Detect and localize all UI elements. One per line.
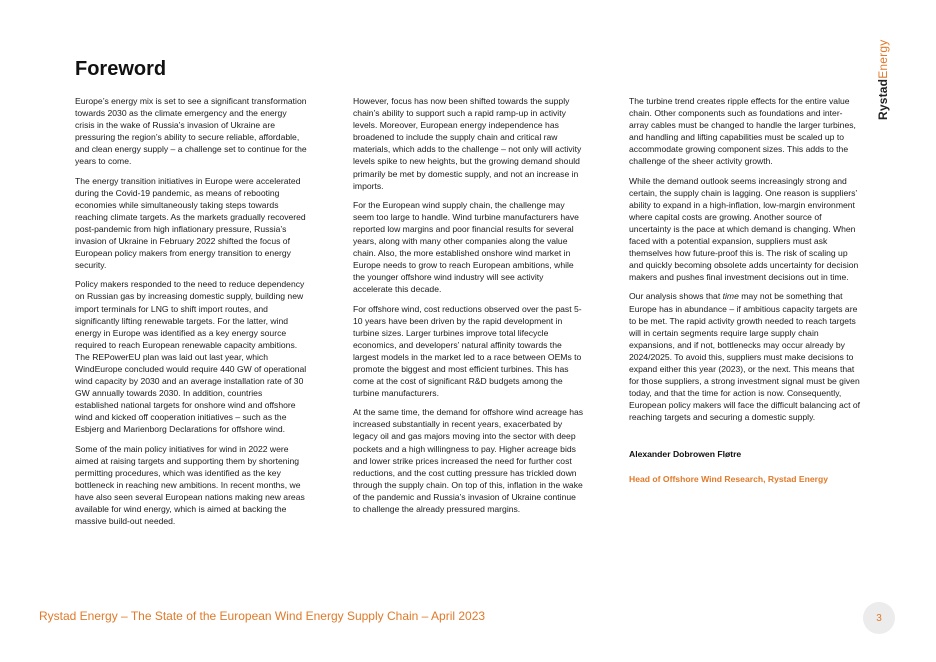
paragraph: At the same time, the demand for offshore wind acreage has increased substantially in recent years, exacerbated by legacy oil and gas majors moving into the sector with deep pockets and a high willingness to pay. Higher acreage bids and lower strike prices increased the need for further cost reductions, and the cost cutting pressure has trickled down through the supply chain. On top of this, inflation in the wake of the pandemic and Russia’s invasion of Ukraine continue to challenge the already pressured margins. (353, 407, 584, 514)
logo-energy: Energy (876, 39, 890, 79)
page-number: 3 (863, 602, 895, 634)
text-column-2 (353, 95, 585, 522)
logo-rystad: Rystad (876, 78, 890, 120)
footer-text: Rystad Energy – The State of the European Wind Energy Supply Chain – April 2023 (39, 609, 486, 623)
analysis-paragraph (629, 290, 861, 423)
paragraph: Policy makers responded to the need to reduce dependency on Russian gas by increasing domestic supply, building new import terminals for LNG to shift import routes, and significantly lifting renewable targets. For the latter, wind energy in Europe was identified as a key energy source required to reach European renewable capacity ambitions. The REPowerEU plan was laid out last year, which WindEurope concluded would require 440 GW of operational wind capacity by 2030 and an average installation rate of 30 GW annually towards 2030. In addition, countries established national targets for onshore wind and offshore wind and kicked off cooperation initiatives – such as the Esbjerg and Marienborg Declarations for offshore wind. (75, 279, 307, 435)
text-column-3 (629, 95, 861, 492)
author-title: Head of Offshore Wind Research, Rystad Energy (629, 473, 829, 484)
paragraph: The turbine trend creates ripple effects for the entire value chain. Other components such as foundations and inter-array cables must be changed to handle the larger turbines, and handling and lifting capabilities must be scaled up to accommodate growing component sizes. This adds to the challenge of the sheer activity growth. (629, 96, 856, 167)
paragraph: For offshore wind, cost reductions observed over the past 5-10 years have been driven by the rapid development in turbine sizes. Larger turbines improve total lifecycle economics, and developers’ natural affinity towards the largest models in the market led to a race between OEMs to promote the biggest and most efficient turbines. This has come at the cost of significant R&D budgets among the turbine manufacturers. (353, 303, 582, 399)
paragraph: While the demand outlook seems increasingly strong and certain, the supply chain is lagging. One reason is suppliers’ ability to expand in a high-inflation, low-margin environment where capital costs are growing. Another source of uncertainty is the pace at which demand is changing. When faced with a potential expansion, suppliers must ask themselves how future-proof this is. The risk of scaling up and quickly becoming obsolete adds uncertainty for decision makers and pushes final investment decisions out in time. (629, 175, 859, 283)
analysis-italic-word: time (722, 291, 739, 302)
paragraph: Some of the main policy initiatives for wind in 2022 were aimed at raising targets and supporting them by shortening permitting procedures, which was identified as the key bottleneck in reaching new ambitions. In recent months, we have also seen several European nations making new areas available for wind energy, which is aimed at backing the massive build-out needed. (75, 443, 305, 527)
text-column-1 (75, 95, 307, 534)
paragraph: For the European wind supply chain, the challenge may seem too large to handle. Wind turbine manufacturers have reported low margins and poor financial results for several years, along with many other companies along the value chain. Also, the more established onshore wind market in Europe needs to grow to reach European ambitions, while the younger offshore wind industry will see activity accelerate this decade. (353, 199, 579, 295)
analysis-text-end: may not be something that Europe has in abundance – if ambitious capacity targets are to be met. The rapid activity growth needed to reach targets will in certain segments require large supply chain expansions, and if not, bottlenecks may occur already by 2024/2025. To avoid this, suppliers must make decisions to expand either this year (2023), or the next. This means that for those suppliers, a strong investment signal must be given today, and that the time for action is now. Consequently, European policy makers will face the difficult balancing act of reaching targets and securing a domestic supply. (629, 291, 861, 423)
brand-logo (876, 40, 890, 120)
paragraph: However, focus has now been shifted towards the supply chain’s ability to support such a rapid ramp-up in activity levels. Moreover, European energy independence has broadened to include the supply chain and critical raw materials, which adds to the challenge – not only will activity levels spike to new heights, but the growing demand should primarily be met by domestic supply, and not an increase in imports. (353, 96, 582, 191)
page-title: Foreword (75, 58, 167, 80)
paragraph: Europe’s energy mix is set to see a significant transformation towards 2030 as the climate emergency and the energy crisis in the wake of Russia’s invasion of Ukraine are pressuring the region’s ability to secure reliable, affordable, and clean energy supply – a challenge set to continue for the years to come. (75, 96, 307, 167)
paragraph: The energy transition initiatives in Europe were accelerated during the Covid-19 pandemic, as means of rebooting economies while simultaneously taking steps towards reaching climate targets. As the markets gradually recovered post-pandemic from high inflationary pressure, Russia’s invasion of Ukraine in February 2022 shifted the focus of European policy makers from energy transition to energy security. (75, 175, 306, 271)
author-name: Alexander Dobrowen Fløtre (629, 449, 742, 460)
analysis-text-start: Our analysis shows that (629, 291, 723, 302)
